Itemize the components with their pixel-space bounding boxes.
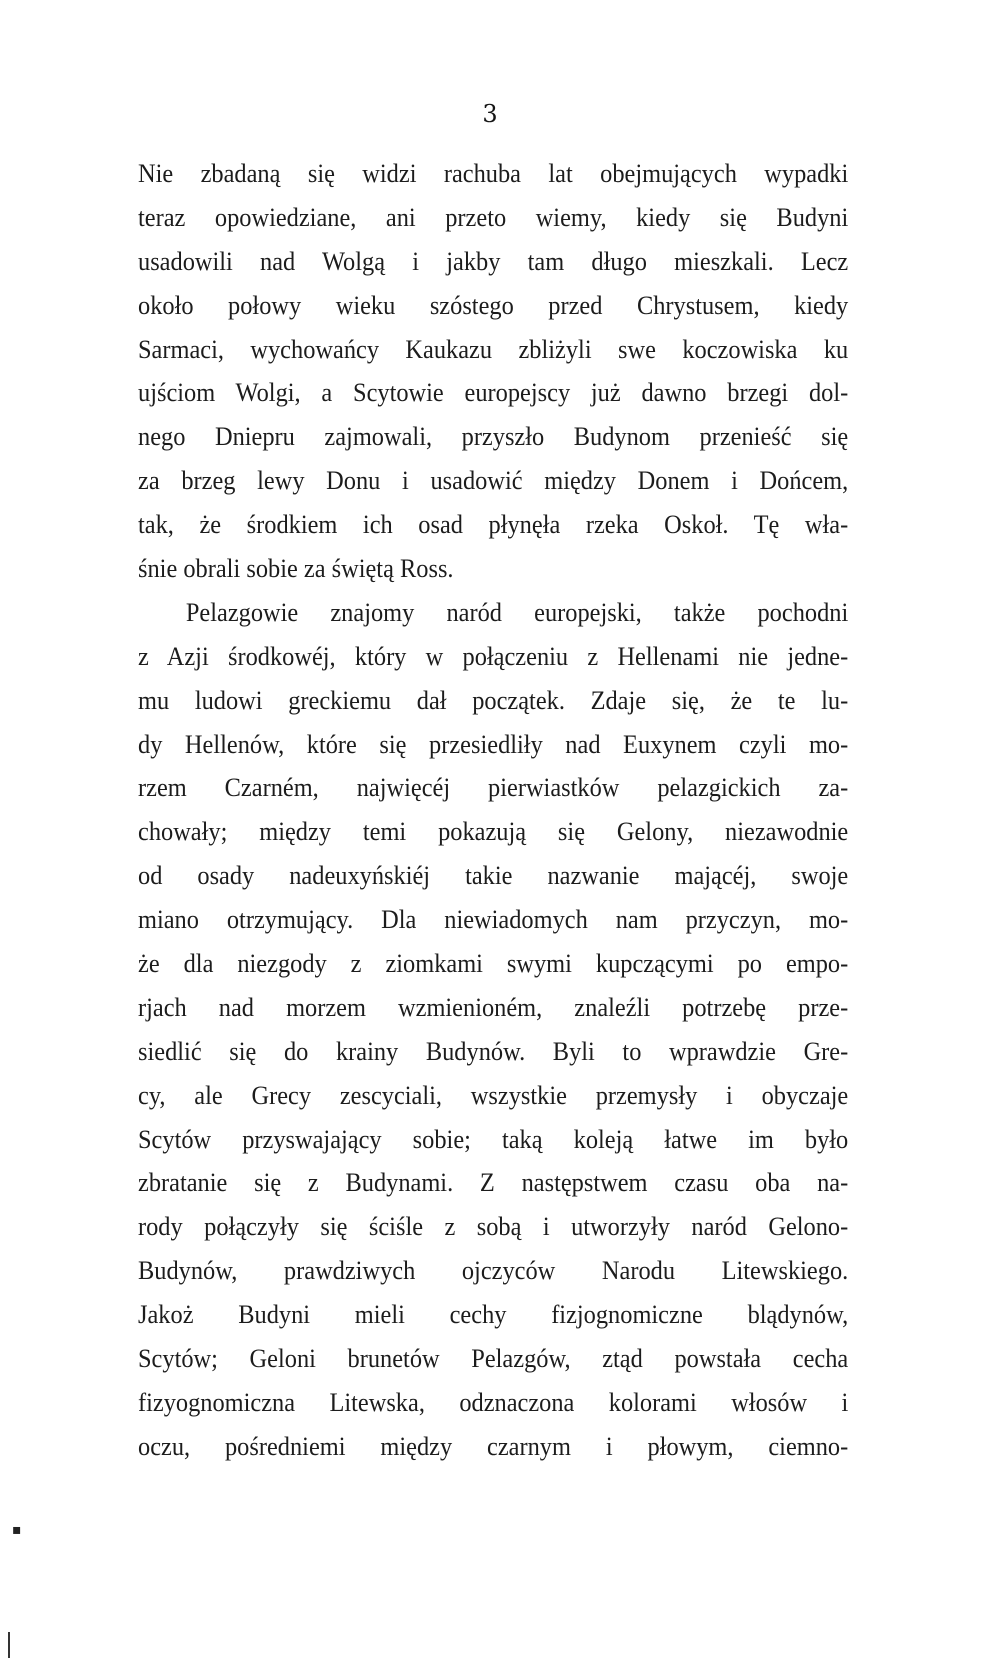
text-line: od osady nadeuxyńskiéj takie nazwanie mającéj, swoje [138, 860, 849, 891]
text-line: cy, ale Grecy zescyciali, wszystkie przemysły i obyczaje [138, 1079, 849, 1110]
text-line: mu ludowi greckiemu dał początek. Zdaje się, że te lu- [138, 684, 849, 715]
text-line: Nie zbadaną się widzi rachuba lat obejmujących wypadki [138, 158, 849, 188]
text-line: oczu, pośredniemi między czarnym i płowym, ciemno- [138, 1430, 849, 1461]
text-line: teraz opowiedziane, ani przeto wiemy, kiedy się Budyni [138, 201, 849, 232]
text-line: siedlić się do krainy Budynów. Byli to wprawdzie Gre- [138, 1035, 849, 1066]
text-line: zbratanie się z Budynami. Z następstwem czasu oba na- [138, 1167, 849, 1198]
text-line: że dla niezgody z ziomkami swymi kupczącymi po empo- [138, 948, 849, 979]
text-line: rody połączyły się ściśle z sobą i utworzyły naród Gelono- [138, 1211, 849, 1242]
text-line: nego Dniepru zajmowali, przyszło Budynom przenieść się [138, 421, 849, 452]
text-line: dy Hellenów, które się przesiedliły nad Euxynem czyli mo- [138, 728, 849, 759]
scan-edge-mark [8, 1632, 10, 1658]
text-line: rzem Czarném, najwięcéj pierwiastków pelazgickich za- [138, 772, 849, 803]
text-line: za brzeg lewy Donu i usadowić między Donem i Dońcem, [138, 465, 849, 496]
text-line: miano otrzymujący. Dla niewiadomych nam przyczyn, mo- [138, 904, 849, 935]
text-line: ujściom Wolgi, a Scytowie europejscy już dawno brzegi dol- [138, 377, 849, 408]
text-line: śnie obrali sobie za świętą Ross. [138, 553, 454, 584]
text-line: fizyognomiczna Litewska, odznaczona kolorami włosów i [138, 1386, 849, 1417]
text-line: rjach nad morzem wzmienioném, znaleźli potrzebę prze- [138, 991, 849, 1022]
text-line: Pelazgowie znajomy naród europejski, także pochodni [185, 596, 849, 627]
text-line: Scytów przyswajający sobie; taką koleją łatwe im było [138, 1123, 849, 1154]
body-text [138, 152, 848, 1469]
text-line: Jakoż Budyni mieli cechy fizjognomiczne blądynów, [138, 1299, 849, 1330]
text-line: Budynów, prawdziwych ojczyców Narodu Litewskiego. [138, 1255, 849, 1286]
text-line: tak, że środkiem ich osad płynęła rzeka Oskoł. Tę wła- [138, 509, 849, 540]
text-line: z Azji środkowéj, który w połączeniu z Hellenami nie jedne- [138, 640, 849, 671]
scan-speck: ▪ [12, 1522, 22, 1538]
page-number: 3 [482, 100, 498, 128]
text-line: chowały; między temi pokazują się Gelony, niezawodnie [138, 816, 849, 847]
text-line: Sarmaci, wychowańcy Kaukazu zbliżyli swe koczowiska ku [138, 333, 849, 364]
text-line: Scytów; Geloni brunetów Pelazgów, ztąd powstała cecha [138, 1343, 849, 1374]
text-line: około połowy wieku szóstego przed Chrystusem, kiedy [138, 289, 849, 320]
text-line: usadowili nad Wolgą i jakby tam długo mieszkali. Lecz [138, 245, 849, 276]
